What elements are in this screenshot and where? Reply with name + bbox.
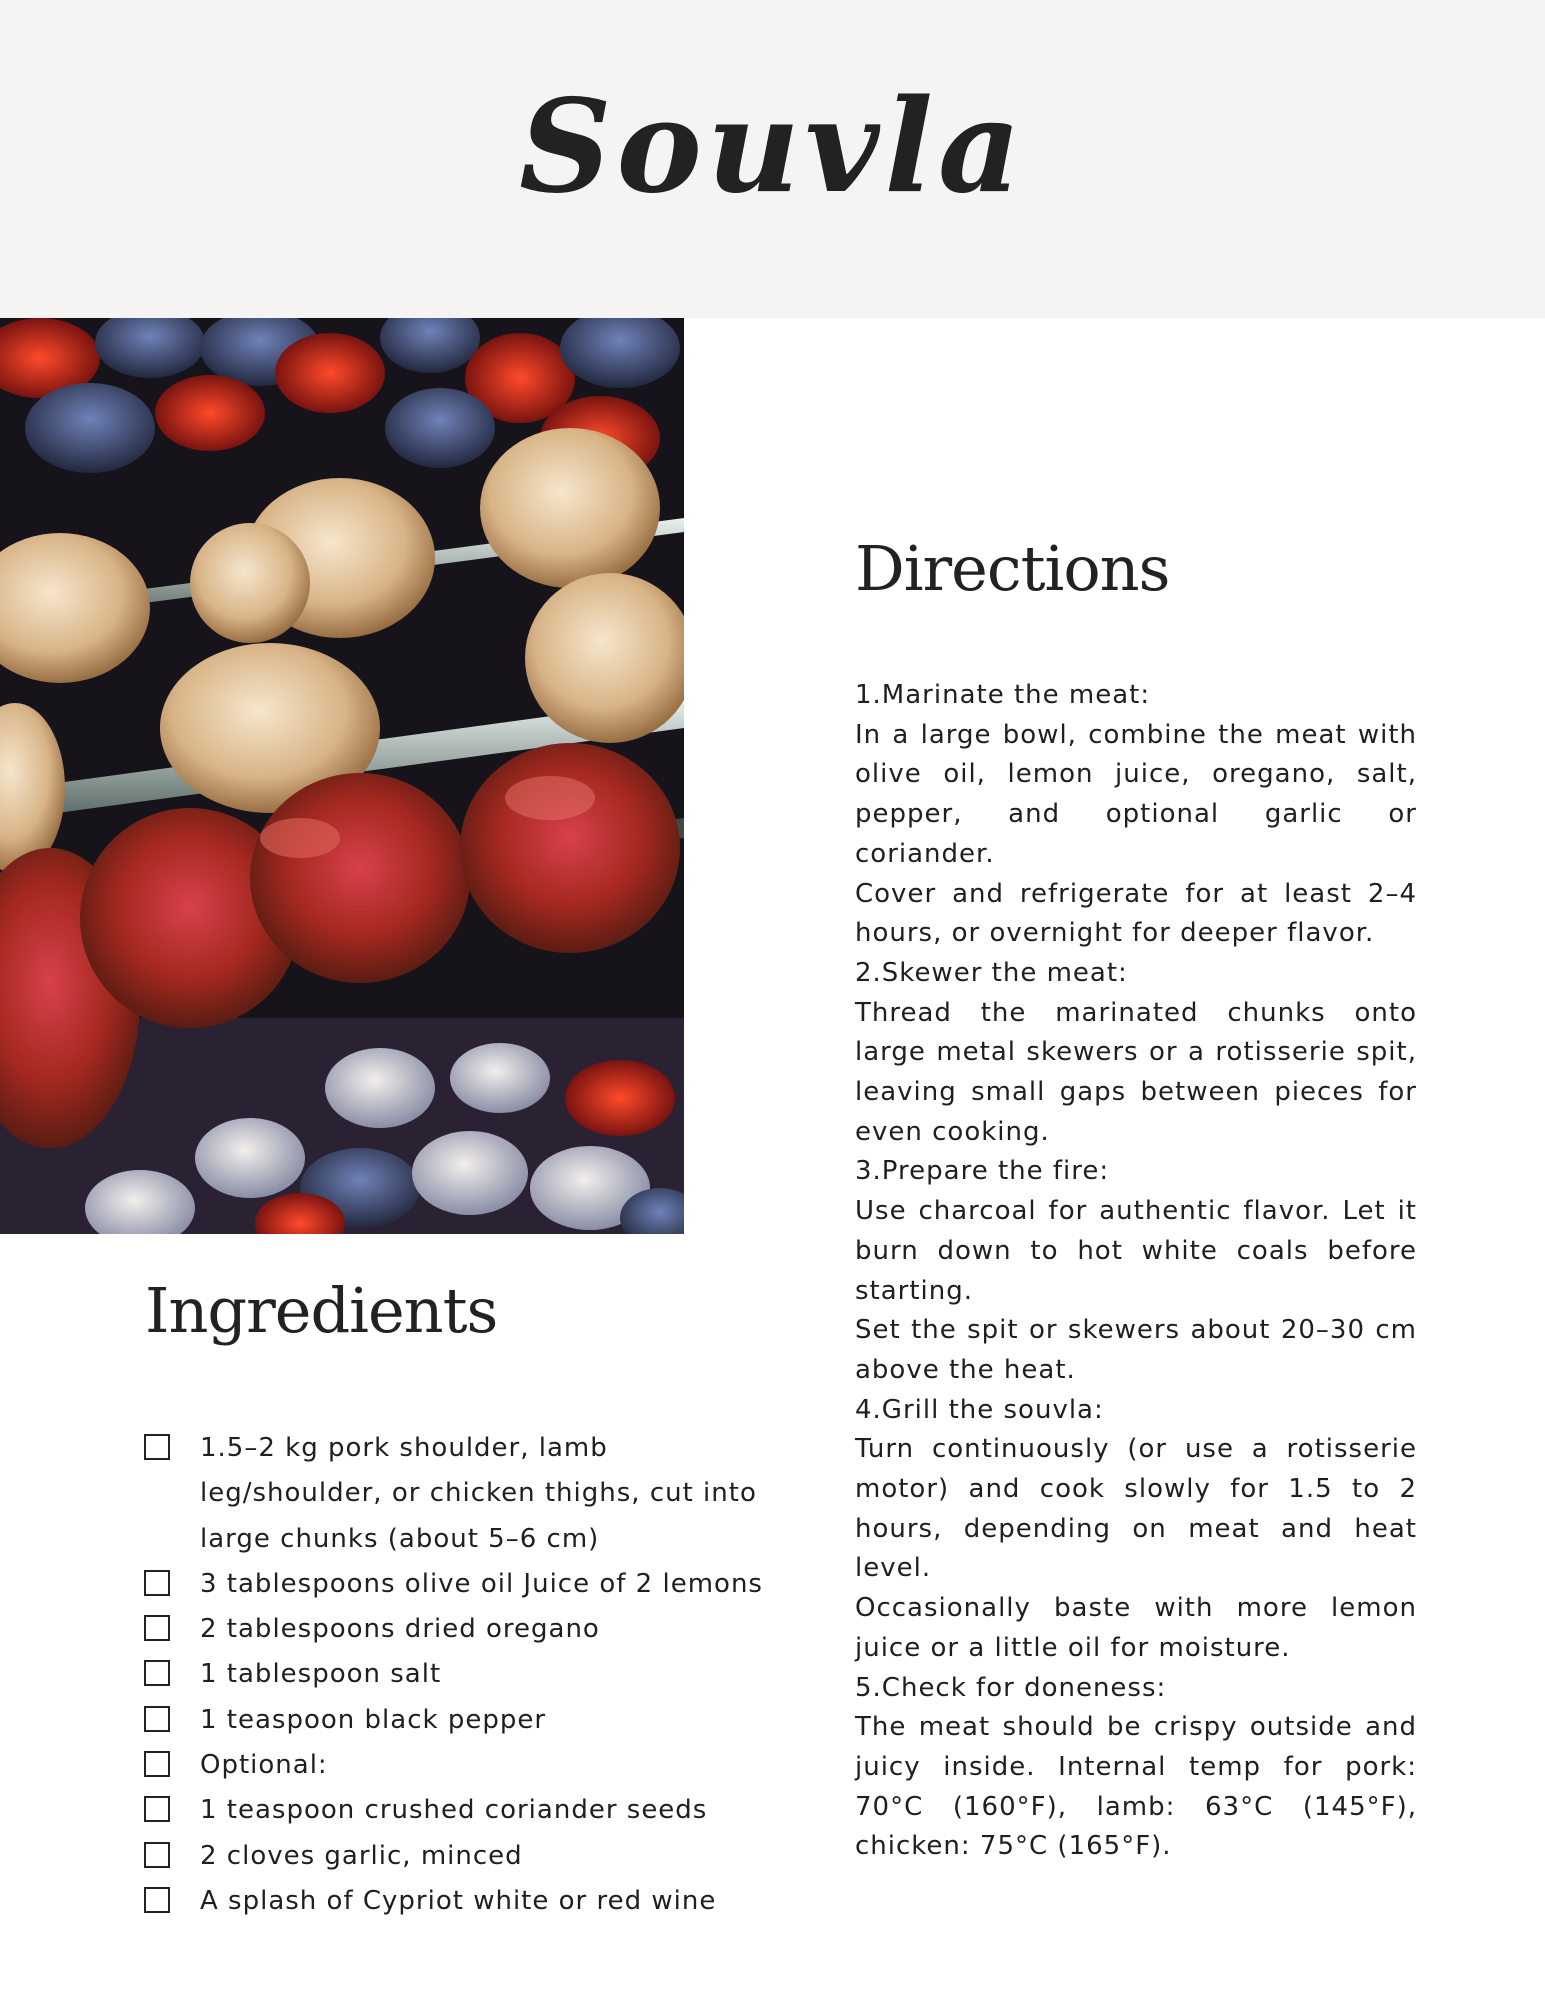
ingredient-checkbox[interactable] <box>144 1887 170 1913</box>
ingredient-text: A splash of Cypriot white or red wine <box>200 1885 717 1916</box>
step-text: Thread the marinated chunks onto large metal skewers or a rotisserie spit, leaving small gaps between pieces for even cooking. <box>855 997 1417 1147</box>
ingredient-text: 1.5–2 kg pork shoulder, lamb leg/shoulder, or chicken thighs, cut into large chunks (about 5–6 cm) <box>200 1433 757 1554</box>
step-title: 3.Prepare the fire: <box>855 1156 1110 1187</box>
recipe-title: Souvla <box>519 72 1026 222</box>
ingredient-checkbox[interactable] <box>144 1434 170 1460</box>
step-title: 1.Marinate the meat: <box>855 680 1151 710</box>
directions-heading: Directions <box>855 532 1170 605</box>
step-text: In a large bowl, combine the meat with olive oil, lemon juice, oregano, salt, pepper, and optional garlic or coriander. <box>855 719 1417 869</box>
ingredient-text: 1 teaspoon black pepper <box>200 1704 547 1735</box>
ingredient-item <box>144 1607 784 1652</box>
directions-body <box>855 676 1417 1867</box>
step-text: Set the spit or skewers about 20–30 cm above the heat. <box>855 1315 1417 1385</box>
step-text: Cover and refrigerate for at least 2–4 hours, or overnight for deeper flavor. <box>855 878 1417 949</box>
ingredient-item <box>144 1698 784 1743</box>
ingredient-item <box>144 1879 784 1924</box>
ingredient-text: Optional: <box>200 1750 328 1781</box>
step-text: Use charcoal for authentic flavor. Let it burn down to hot white coals before starting. <box>855 1196 1417 1306</box>
ingredient-item <box>144 1426 784 1562</box>
ingredient-text: 1 tablespoon salt <box>200 1659 442 1690</box>
ingredient-checkbox[interactable] <box>144 1706 170 1732</box>
ingredient-item <box>144 1788 784 1833</box>
ingredients-list <box>144 1426 784 1924</box>
step-title: 4.Grill the souvla: <box>855 1394 1104 1425</box>
ingredient-checkbox[interactable] <box>144 1842 170 1868</box>
step-text: The meat should be crispy outside and juicy inside. Internal temp for pork: 70°C (160°F), lamb: 63°C (145°F), chicken: 75°C (165°F). <box>855 1712 1417 1862</box>
step-title: 2.Skewer the meat: <box>855 957 1128 988</box>
header-band <box>0 0 1545 318</box>
ingredient-checkbox[interactable] <box>144 1751 170 1777</box>
ingredient-text: 2 tablespoons dried oregano <box>200 1614 600 1645</box>
ingredient-item <box>144 1834 784 1879</box>
step-title: 5.Check for doneness: <box>855 1672 1167 1703</box>
ingredients-heading: Ingredients <box>145 1274 498 1347</box>
ingredient-text: 3 tablespoons olive oil Juice of 2 lemons <box>200 1568 763 1599</box>
ingredient-item <box>144 1562 784 1607</box>
ingredient-checkbox[interactable] <box>144 1796 170 1822</box>
ingredient-checkbox[interactable] <box>144 1660 170 1686</box>
ingredient-checkbox[interactable] <box>144 1615 170 1641</box>
ingredient-item <box>144 1743 784 1788</box>
ingredient-item <box>144 1652 784 1697</box>
souvla-photo <box>0 318 684 1234</box>
souvla-illustration <box>0 318 684 1234</box>
step-text: Occasionally baste with more lemon juice or a little oil for moisture. <box>855 1593 1417 1663</box>
ingredient-checkbox[interactable] <box>144 1570 170 1596</box>
ingredient-text: 1 teaspoon crushed coriander seeds <box>200 1795 708 1826</box>
ingredient-text: 2 cloves garlic, minced <box>200 1840 523 1871</box>
step-text: Turn continuously (or use a rotisserie motor) and cook slowly for 1.5 to 2 hours, depending on meat and heat level. <box>855 1434 1417 1584</box>
